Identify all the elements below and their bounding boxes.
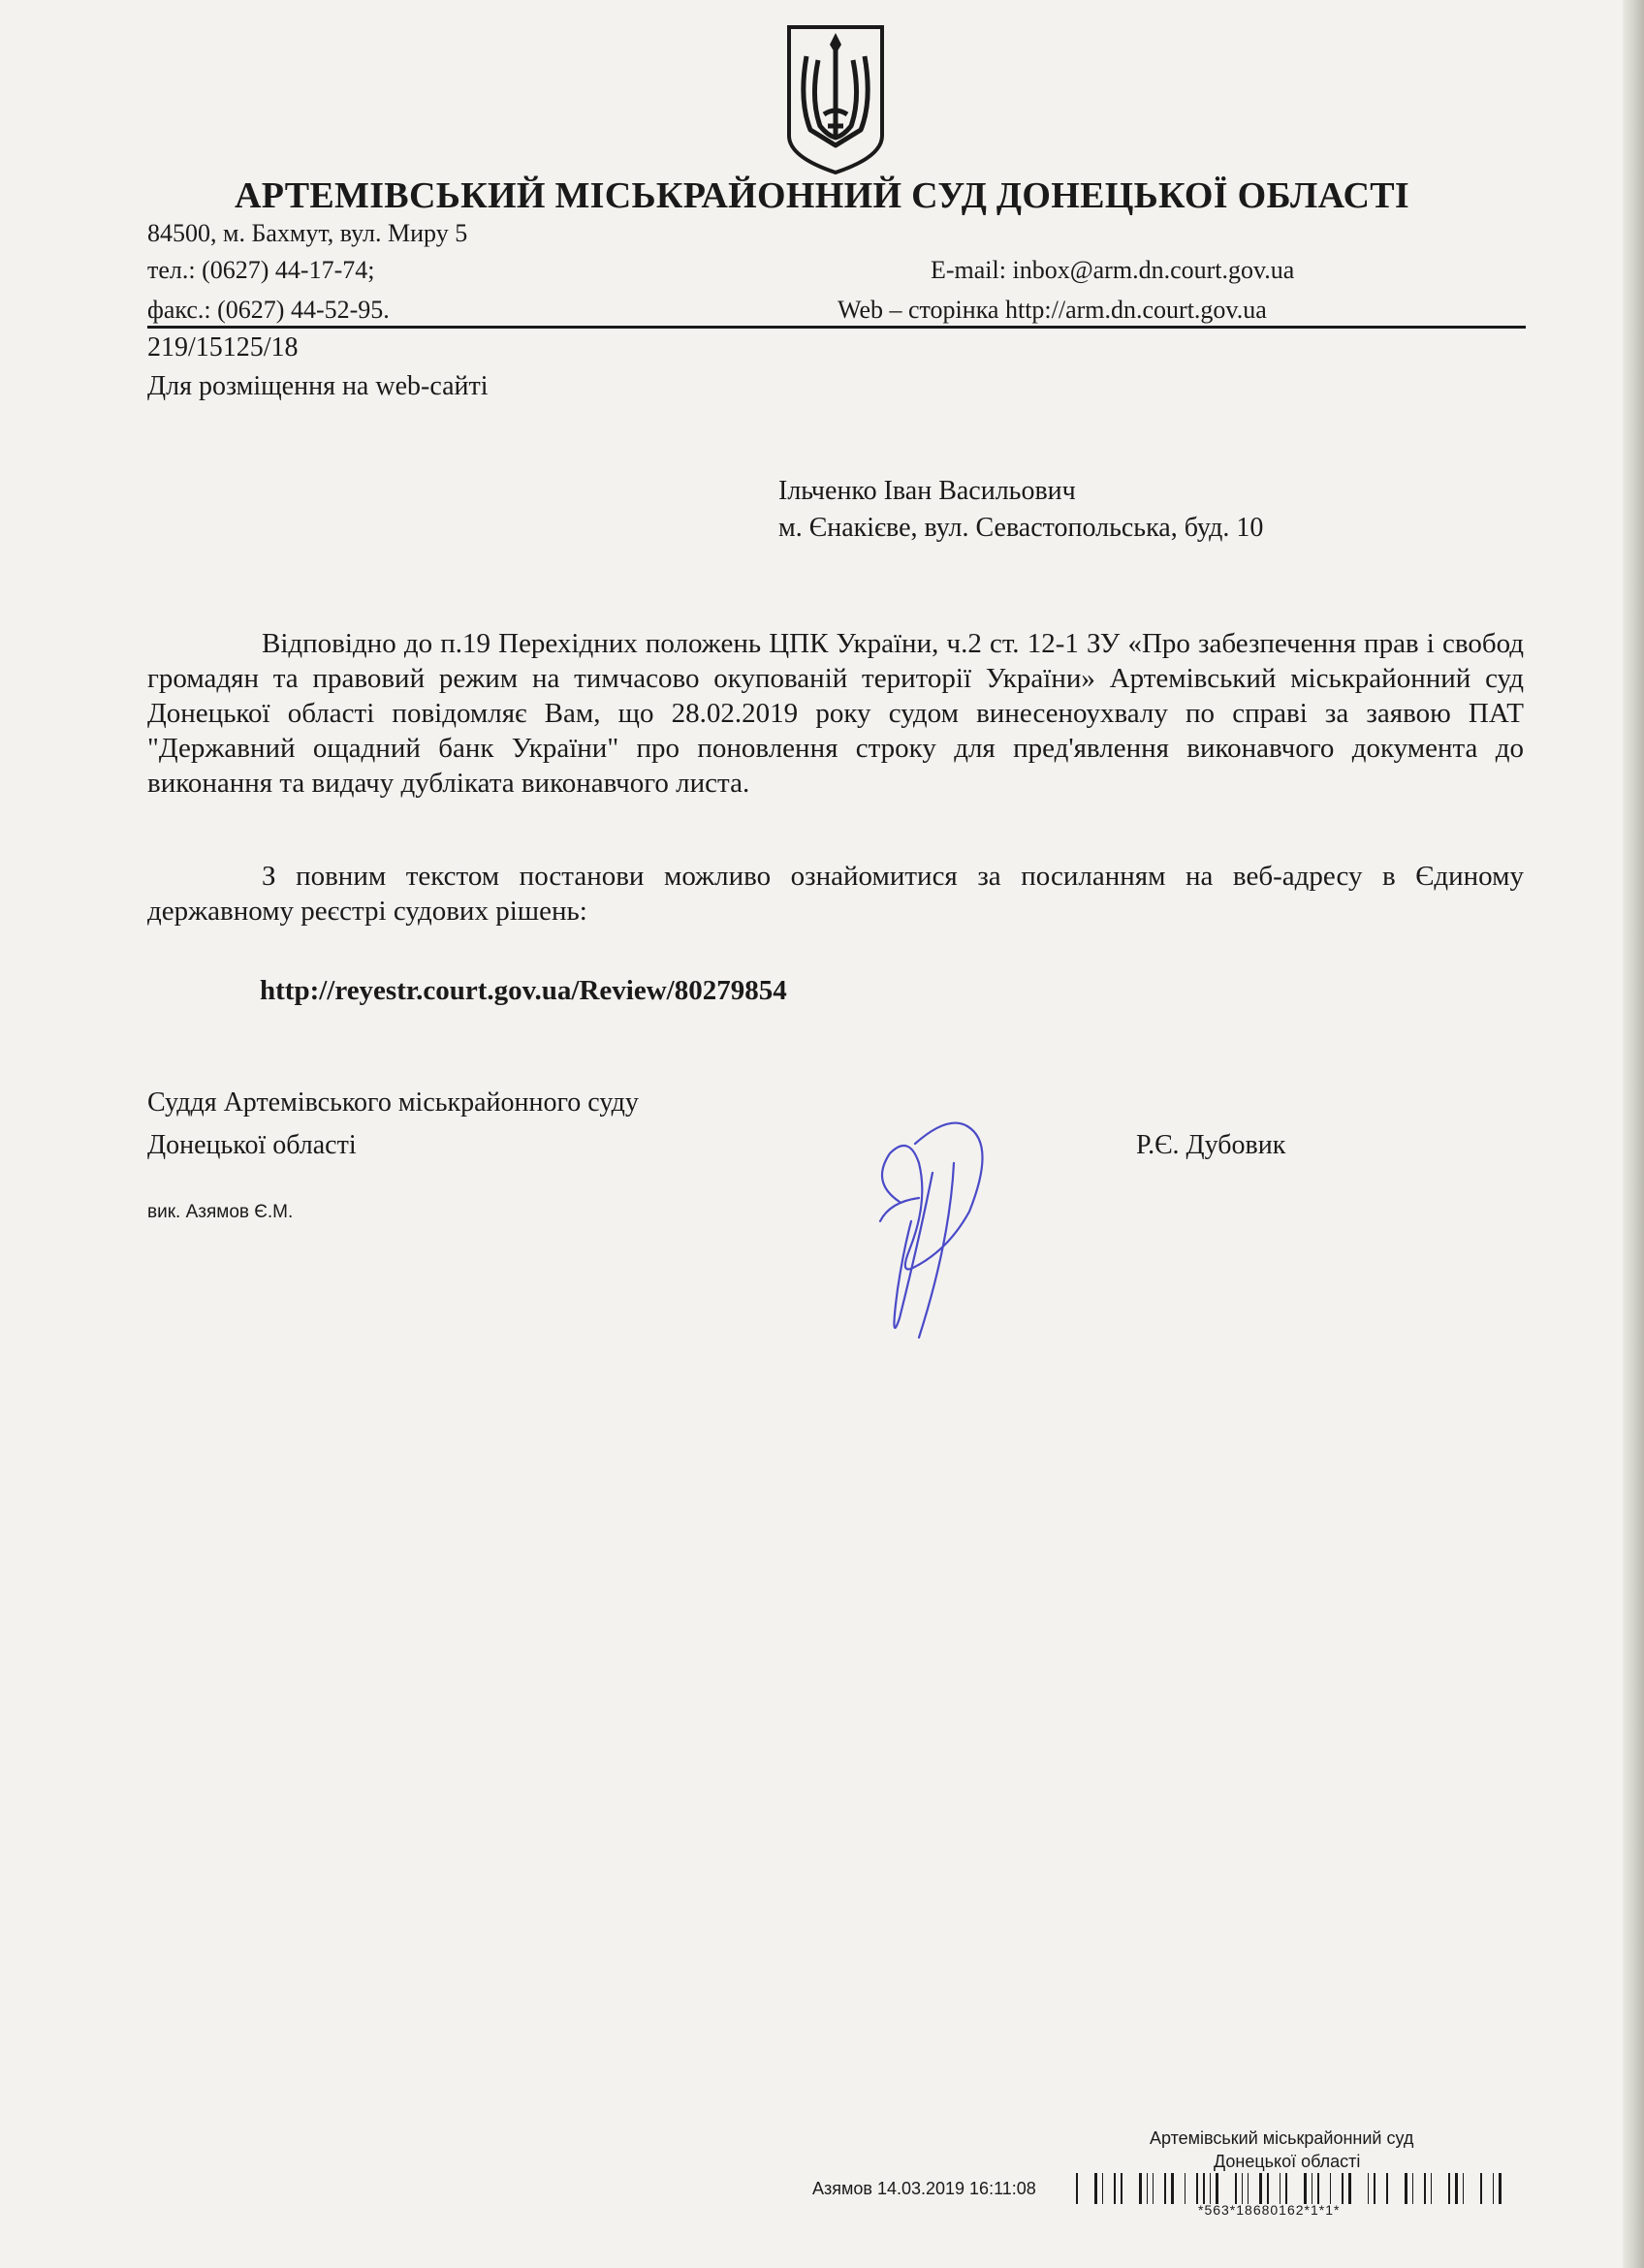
judge-name: Р.Є. Дубовик — [1136, 1130, 1286, 1160]
barcode — [1076, 2173, 1524, 2204]
stamp-court-line2: Донецької області — [1214, 2152, 1361, 2171]
court-phone: тел.: (0627) 44-17-74; — [147, 256, 375, 284]
coat-of-arms-icon — [781, 21, 890, 176]
registration-timestamp: Азямов 14.03.2019 16:11:08 — [812, 2179, 1036, 2198]
body-paragraph-2: З повним текстом постанови можливо ознайомитися за посиланням на веб-адресу в Єдиному державному реєстрі судових рішень: — [147, 861, 1524, 927]
executor-note: вик. Азямов Є.М. — [147, 1202, 294, 1222]
court-email: E-mail: inbox@arm.dn.court.gov.ua — [931, 256, 1295, 284]
registry-link: http://reyestr.court.gov.ua/Review/80279854 — [260, 975, 787, 1006]
header-divider — [147, 326, 1526, 329]
case-number: 219/15125/18 — [147, 332, 299, 362]
court-website: Web – сторінка http://arm.dn.court.gov.ua — [838, 296, 1267, 324]
court-fax: факс.: (0627) 44-52-95. — [147, 296, 390, 324]
court-name: АРТЕМІВСЬКИЙ МІСЬКРАЙОННИЙ СУД ДОНЕЦЬКОЇ ОБЛАСТІ — [235, 175, 1409, 216]
recipient-name: Ільченко Іван Васильович — [778, 476, 1076, 506]
stamp-court-line1: Артемівський міськрайонний суд — [1150, 2128, 1414, 2148]
judge-title-line1: Суддя Артемівського міськрайонного суду — [147, 1087, 639, 1118]
body-paragraph-1: Відповідно до п.19 Перехідних положень ЦПК України, ч.2 ст. 12-1 ЗУ «Про забезпечення прав і свобод громадян та правовий режим на тимчасово окупованій території України» Артемівський міськрайонний суд Донецької області повідомляє Вам, що 28.02.2019 року судом винесеноухвалу по справі за заявою ПАТ "Державний ощадний банк України" про поновлення строку для пред'явлення виконавчого документа до виконання та видачу дубліката виконавчого листа. — [147, 628, 1524, 799]
document-purpose: Для розміщення на web-сайті — [147, 371, 489, 401]
barcode-text: *563*18680162*1*1* — [1198, 2202, 1341, 2218]
recipient-address: м. Єнакієве, вул. Севастопольська, буд. 10 — [778, 513, 1264, 543]
handwritten-signature — [861, 1105, 1006, 1367]
court-address: 84500, м. Бахмут, вул. Миру 5 — [147, 219, 468, 247]
judge-title-line2: Донецької області — [147, 1130, 357, 1160]
scan-edge — [1623, 0, 1644, 2268]
